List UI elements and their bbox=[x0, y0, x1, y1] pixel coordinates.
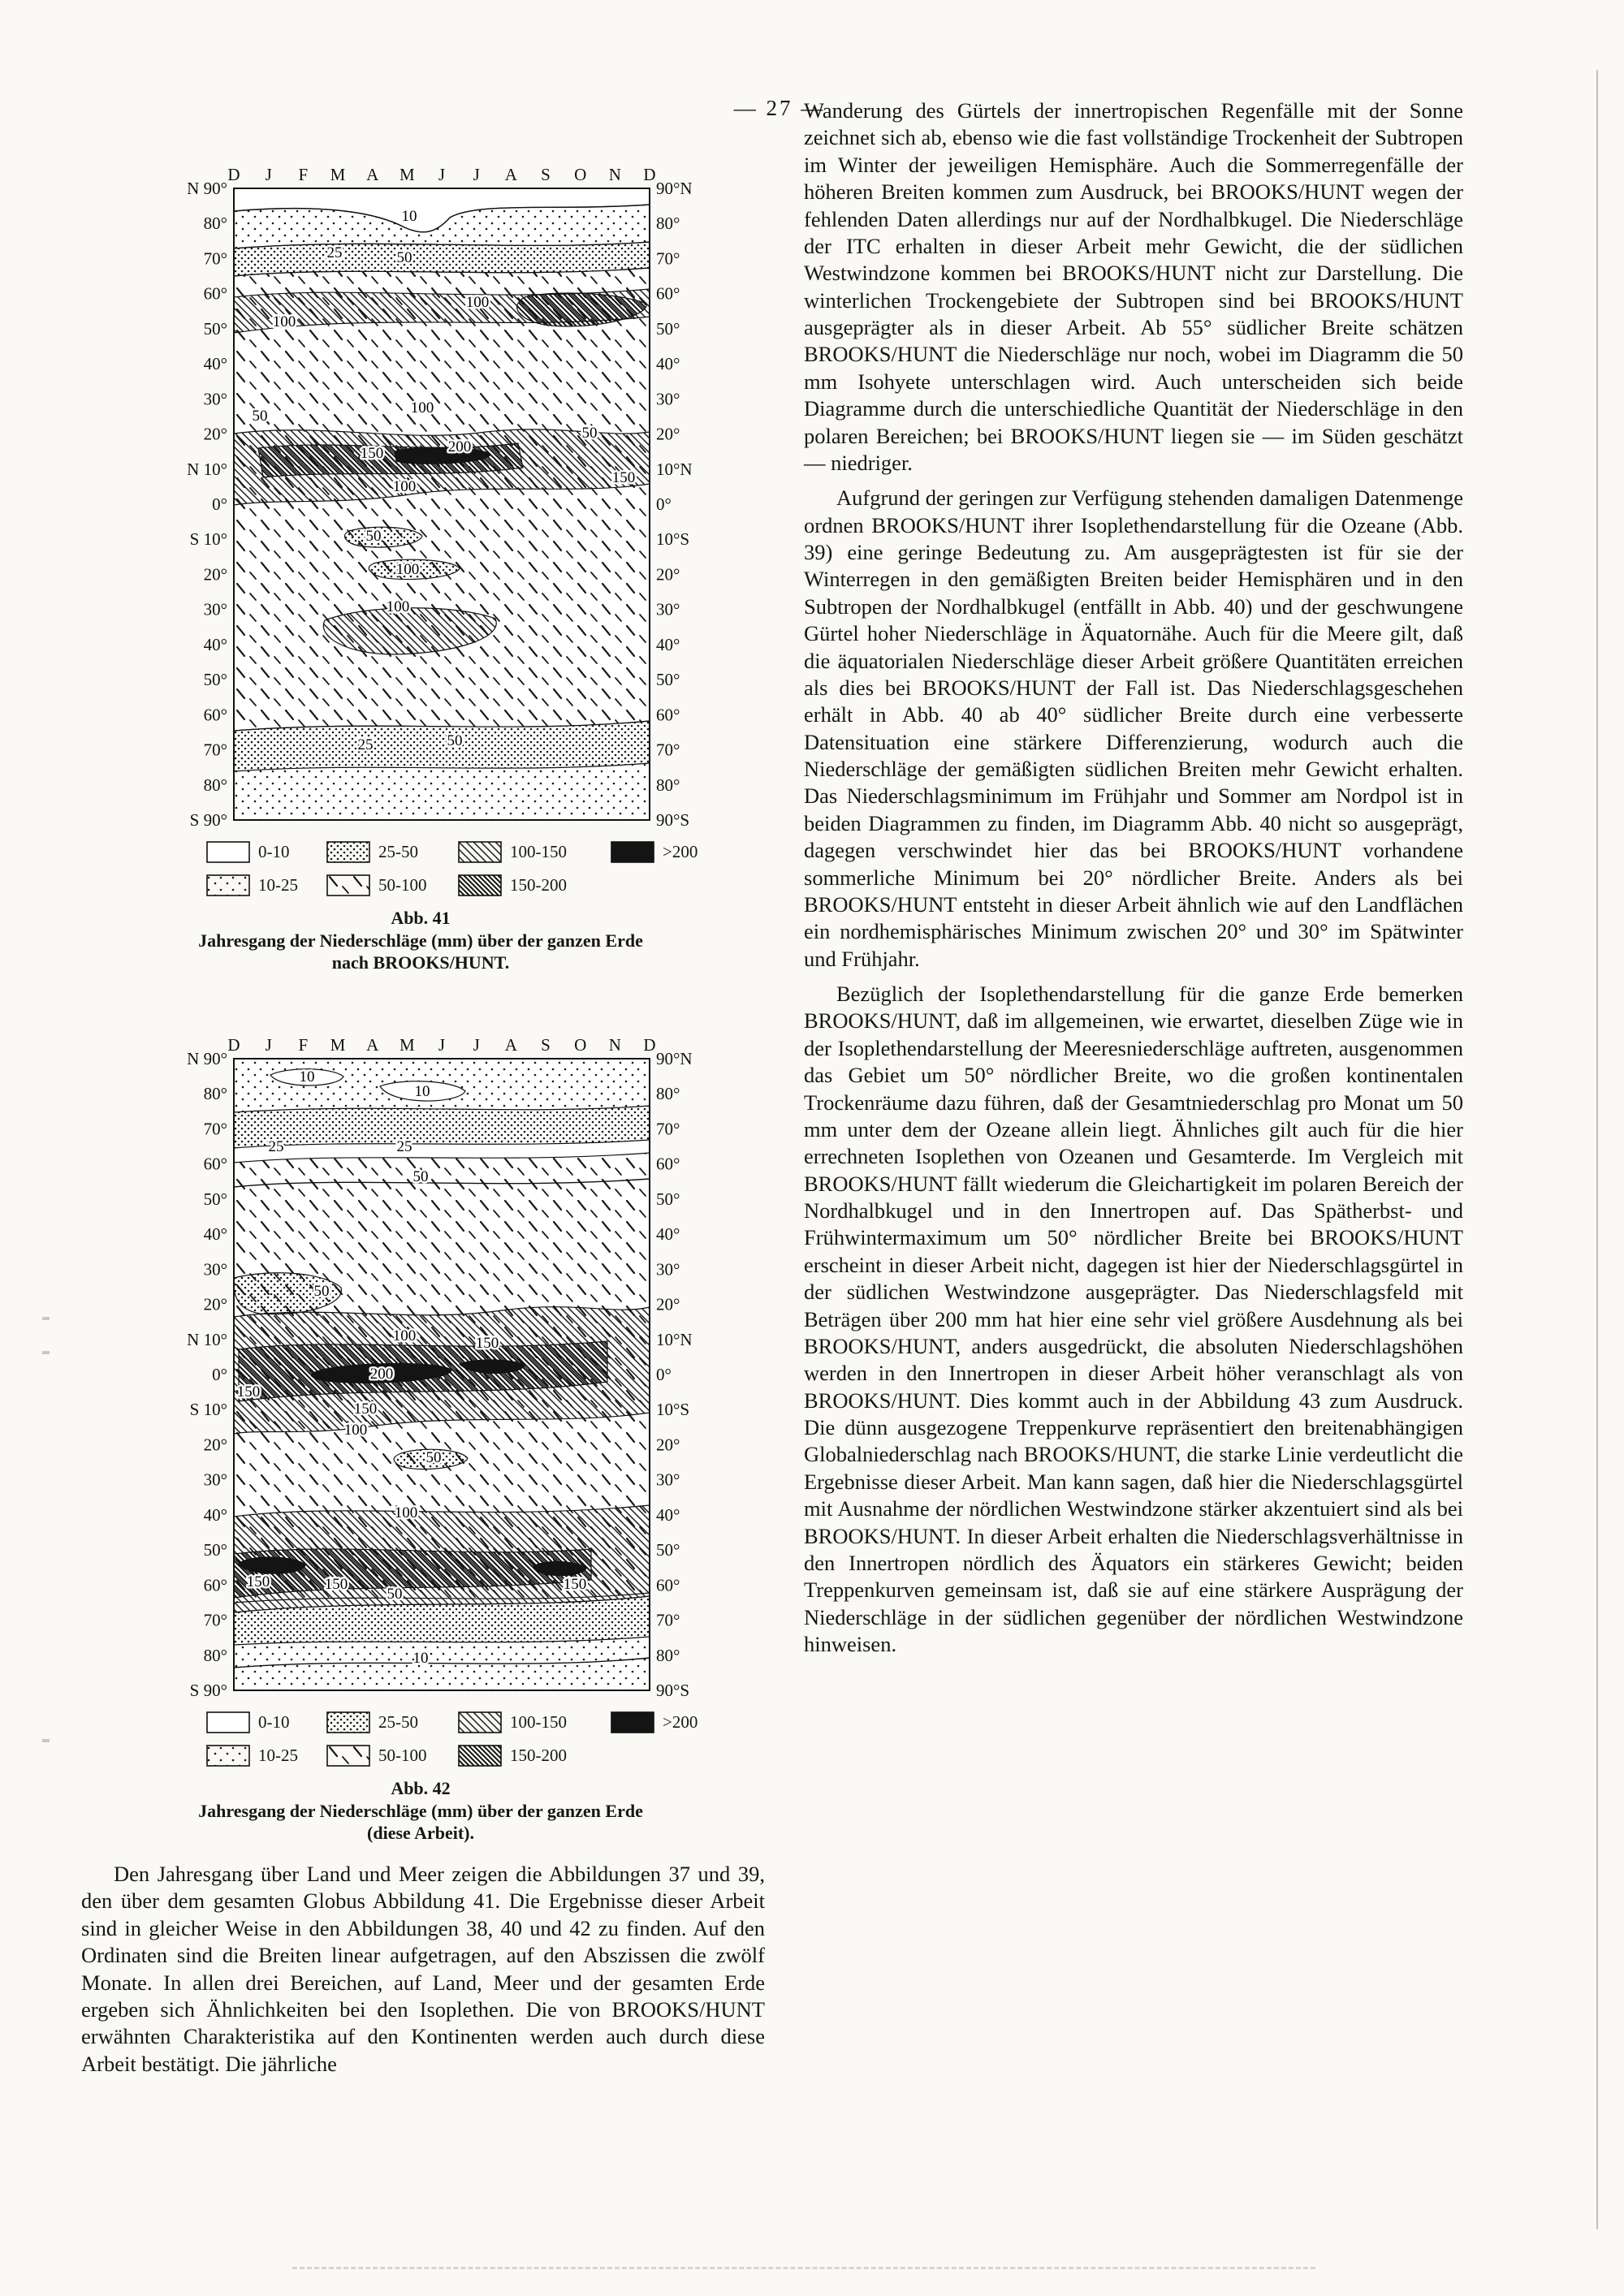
month-label: M bbox=[330, 165, 346, 184]
month-label: O bbox=[574, 1035, 587, 1055]
legend-swatch-gt200 bbox=[611, 1711, 654, 1733]
legend-item bbox=[458, 1711, 611, 1733]
legend-item bbox=[611, 1711, 700, 1733]
lat-label-right: 50° bbox=[656, 1189, 680, 1209]
fig1-caption-text: Jahresgang der Niederschläge (mm) über der ganzen Erde bbox=[198, 930, 643, 952]
month-label: M bbox=[399, 1035, 415, 1055]
paragraph: Aufgrund der geringen zur Verfügung stehenden damaligen Datenmenge ordnen BROOKS/HUNT ihrer Isoplethendarstellung für die Ozeane (Abb. 39) eine geringe Bedeutung zu. Am ausgeprägtesten ist für sie der Winterregen in den gemäßigten Breiten beider Hemisphären und in den Subtropen der Nordhalbkugel (entfällt in Abb. 40) und der geschwungene Gürtel hoher Niederschläge in Äquatornähe. Auch für die Meere gilt, daß die äquatorialen Niederschläge dieser Arbeit größere Quantitäten erreichen als dies bei BROOKS/HUNT der Fall ist. Das Niederschlagsgeschehen erhält in Abb. 40 ab 40° südlicher Breite durch eine verbesserte Datensituation eine stärkere Differenzierung, wodurch auch die Niederschläge der gemäßigten südlichen Breiten mehr Gewicht erhalten. Das Niederschlagsminimum im Frühjahr und Sommer am Nordpol ist in beiden Diagrammen zu finden, im Diagramm Abb. 40 nicht so ausgeprägt, dagegen verschwindet hier das bei BROOKS/HUNT vorhandene sommerliche Minimum bei 20° nördlicher Breite. Anders als bei BROOKS/HUNT entsteht in dieser Arbeit ähnlich wie auf den Landflächen ein nordhemisphärisches Minimum zwischen 20° und 30° im Spätwinter und Frühjahr. bbox=[804, 486, 1463, 971]
legend-item bbox=[206, 1711, 326, 1733]
lat-label-right: 70° bbox=[656, 1119, 680, 1139]
lat-label-left: S 10° bbox=[189, 1400, 227, 1420]
legend-label: >200 bbox=[663, 842, 698, 861]
lat-label-left: 0° bbox=[212, 494, 227, 514]
lat-label-left: N 90° bbox=[187, 179, 227, 198]
contour-label: 25 bbox=[357, 736, 374, 753]
lat-label-left: 20° bbox=[203, 1294, 227, 1314]
lat-label-right: 60° bbox=[656, 283, 680, 304]
month-label: J bbox=[265, 1035, 272, 1055]
month-label: D bbox=[227, 1035, 240, 1055]
month-label: N bbox=[608, 1035, 621, 1055]
lat-label-right: 10°N bbox=[656, 1329, 693, 1349]
month-label: M bbox=[330, 1035, 346, 1055]
fig2-legend bbox=[206, 1711, 705, 1767]
legend-item bbox=[458, 874, 611, 896]
contour-label: 150 bbox=[611, 469, 636, 486]
lat-label-right: 50° bbox=[656, 1540, 680, 1560]
lat-label-left: 70° bbox=[203, 248, 227, 269]
figure-abb-42 bbox=[136, 1029, 705, 1844]
lat-label-right: 80° bbox=[656, 775, 680, 795]
fig1-legend bbox=[206, 841, 705, 896]
lat-label-right: 80° bbox=[656, 1084, 680, 1104]
contour-label: 150 bbox=[563, 1576, 587, 1593]
legend-item bbox=[458, 841, 611, 863]
legend-label: >200 bbox=[663, 1712, 698, 1732]
contour-label: 50 bbox=[396, 249, 412, 266]
lat-label-right: 90°N bbox=[656, 179, 693, 198]
fig2-isopleth-chart bbox=[136, 1029, 705, 1703]
scan-edge-line bbox=[1596, 70, 1598, 2229]
lat-label-left: S 10° bbox=[189, 529, 227, 550]
contour-label: 150 bbox=[246, 1573, 270, 1590]
month-label: J bbox=[473, 1035, 480, 1055]
contour-label: 25 bbox=[326, 244, 343, 261]
lat-label-right: 30° bbox=[656, 1470, 680, 1490]
fig2-caption-number: Abb. 42 bbox=[391, 1778, 451, 1798]
legend-item bbox=[458, 1745, 611, 1767]
month-label: A bbox=[504, 1035, 517, 1055]
month-label: J bbox=[438, 1035, 446, 1055]
legend-item bbox=[206, 1745, 326, 1767]
contour-label: 10 bbox=[401, 208, 417, 225]
contour-label: 200 bbox=[369, 1366, 394, 1383]
lat-label-left: 60° bbox=[203, 1154, 227, 1174]
legend-label: 25-50 bbox=[378, 842, 418, 861]
contour-label: 100 bbox=[392, 1327, 417, 1344]
lat-label-right: 20° bbox=[656, 564, 680, 585]
month-label: F bbox=[298, 165, 309, 184]
lat-label-right: 80° bbox=[656, 214, 680, 234]
month-label: A bbox=[504, 165, 517, 184]
contour-label: 50 bbox=[313, 1283, 330, 1300]
lat-label-left: 0° bbox=[212, 1365, 227, 1384]
lat-label-left: 60° bbox=[203, 283, 227, 304]
legend-swatch-50-100 bbox=[326, 874, 370, 896]
lat-label-left: S 90° bbox=[189, 810, 227, 830]
lat-label-right: 40° bbox=[656, 634, 680, 654]
month-label: J bbox=[473, 165, 480, 184]
legend-item bbox=[206, 874, 326, 896]
contour-label: 100 bbox=[465, 294, 490, 311]
lat-label-left: 70° bbox=[203, 740, 227, 760]
contour-label: 50 bbox=[581, 425, 598, 442]
lat-label-left: 40° bbox=[203, 1504, 227, 1525]
lat-label-right: 90°S bbox=[656, 1681, 690, 1700]
lat-label-right: 20° bbox=[656, 1435, 680, 1455]
lat-label-right: 70° bbox=[656, 740, 680, 760]
month-label: O bbox=[574, 165, 587, 184]
lat-label-left: 70° bbox=[203, 1119, 227, 1139]
legend-swatch-0-10 bbox=[206, 1711, 250, 1733]
lat-label-left: N 10° bbox=[187, 1329, 227, 1349]
lat-label-right: 0° bbox=[656, 1365, 672, 1384]
contour-label: 150 bbox=[236, 1383, 261, 1400]
contour-label: 50 bbox=[447, 732, 463, 749]
legend-label: 0-10 bbox=[258, 1712, 290, 1732]
contour-label: 50 bbox=[365, 528, 382, 545]
month-label: J bbox=[265, 165, 272, 184]
legend-label: 150-200 bbox=[510, 875, 567, 895]
contour-label: 100 bbox=[343, 1422, 368, 1439]
lat-label-right: 70° bbox=[656, 1610, 680, 1630]
lat-label-left: 80° bbox=[203, 214, 227, 234]
lat-label-right: 40° bbox=[656, 1224, 680, 1245]
contour-label: 100 bbox=[386, 598, 410, 615]
contour-label: 10 bbox=[412, 1650, 429, 1667]
scan-bottom-line bbox=[292, 2267, 1315, 2269]
contour-label: 150 bbox=[353, 1400, 378, 1418]
lat-label-left: 80° bbox=[203, 1645, 227, 1665]
lat-label-left: 70° bbox=[203, 1610, 227, 1630]
legend-label: 0-10 bbox=[258, 842, 290, 861]
lat-label-left: 30° bbox=[203, 389, 227, 409]
legend-label: 100-150 bbox=[510, 842, 567, 861]
legend-swatch-25-50 bbox=[326, 1711, 370, 1733]
fig1-regions bbox=[234, 205, 650, 820]
legend-label: 10-25 bbox=[258, 1746, 298, 1765]
scan-margin-mark bbox=[42, 1351, 50, 1354]
contour-label: 200 bbox=[447, 438, 472, 455]
contour-label: 50 bbox=[412, 1168, 429, 1185]
fig1-caption-number: Abb. 41 bbox=[391, 908, 451, 928]
lat-label-right: 60° bbox=[656, 705, 680, 725]
contour-label: 150 bbox=[360, 445, 384, 462]
fig2-caption-text: Jahresgang der Niederschläge (mm) über der ganzen Erde bbox=[198, 1801, 643, 1822]
lat-label-left: 50° bbox=[203, 1189, 227, 1209]
month-label: A bbox=[366, 165, 379, 184]
contour-label: 100 bbox=[410, 399, 434, 416]
legend-item bbox=[326, 874, 458, 896]
lat-label-left: 30° bbox=[203, 599, 227, 619]
legend-swatch-10-25 bbox=[206, 874, 250, 896]
paragraph: Bezüglich der Isoplethendarstellung für die ganze Erde bemerken BROOKS/HUNT, daß im allgemeinen, wie erwartet, dieselben Züge wie in der Isoplethendarstellung der Meeresniederschläge auftreten, ausgenommen das Gebiet um 50° nördlicher Breite, wo die großen kontinentalen Trockenräume dazu führen, daß der Gesamtniederschlag pro Monat um 50 mm unter dem der Ozeane allein liegt. Ähnliches gilt auch für die hier errechneten Isoplethen von Ozeanen und Gesamterde. Im Vergleich mit BROOKS/HUNT fällt wiederum die Gleichartigkeit im polaren Bereich der Nordhalbkugel und in den Innertropen auf. Das Spätherbst- und Frühwintermaximum um 50° nördlicher Breite bei BROOKS/HUNT erscheint in dieser Arbeit nicht, dagegen ist hier der Niederschlagsgürtel in der südlichen Westwindzone ausgeprägter. Das Niederschlagsfeld mit Beträgen über 200 mm hat hier eine sehr viel größere Ausdehnung als bei BROOKS/HUNT, anders ausgedrückt, die absoluten Niederschlagshöhen werden in den Innertropen in dieser Arbeit höher veranschlagt als von BROOKS/HUNT. Dies kommt auch in der Abbildung 43 zum Ausdruck. Die dünn ausgezogene Treppenkurve repräsentiert den breitenabhängigen Globalniederschlag nach BROOKS/HUNT, die starke Linie verdeutlicht die Ergebnisse dieser Arbeit. Man kann sagen, daß hier die Niederschlagsgürtel mit Ausnahme der nördlichen Westwindzone stärker akzentuiert sind als bei BROOKS/HUNT. In dieser Arbeit erhalten die Niederschlagsverhältnisse in den Innertropen nördlich des Äquators ein stärkeres Gewicht; beiden Treppenkurven gemeinsam ist, daß sie auf eine stärkere Ausprägung der Niederschläge in der südlichen gegenüber der nördlichen Westwindzone hinweisen. bbox=[804, 982, 1463, 1656]
legend-label: 25-50 bbox=[378, 1712, 418, 1732]
contour-label: 100 bbox=[395, 561, 420, 578]
lat-label-left: 60° bbox=[203, 705, 227, 725]
lat-label-left: 80° bbox=[203, 775, 227, 795]
figure-abb-41 bbox=[136, 159, 705, 973]
lat-label-right: 40° bbox=[656, 1504, 680, 1525]
month-label: D bbox=[227, 165, 240, 184]
legend-item bbox=[326, 1745, 458, 1767]
contour-label: 25 bbox=[396, 1138, 412, 1155]
month-label: F bbox=[298, 1035, 309, 1055]
legend-label: 150-200 bbox=[510, 1746, 567, 1765]
lat-label-left: 50° bbox=[203, 1540, 227, 1560]
legend-swatch-gt200 bbox=[611, 841, 654, 863]
scan-margin-mark bbox=[42, 1317, 50, 1320]
lat-label-right: 30° bbox=[656, 599, 680, 619]
legend-label: 50-100 bbox=[378, 1746, 427, 1765]
legend-swatch-150-200 bbox=[458, 1745, 502, 1767]
contour-label: 10 bbox=[414, 1083, 430, 1100]
contour-label: 100 bbox=[394, 1504, 418, 1521]
contour-label: 100 bbox=[392, 478, 417, 495]
month-label: A bbox=[366, 1035, 379, 1055]
lat-label-right: 90°S bbox=[656, 810, 690, 830]
right-column bbox=[804, 97, 1463, 1666]
lat-label-right: 90°N bbox=[656, 1049, 693, 1068]
lat-label-right: 40° bbox=[656, 354, 680, 374]
lat-label-right: 10°S bbox=[656, 1400, 690, 1420]
page-number: — 27 — bbox=[733, 96, 826, 120]
lat-label-right: 20° bbox=[656, 424, 680, 444]
month-label: D bbox=[643, 1035, 656, 1055]
legend-label: 100-150 bbox=[510, 1712, 567, 1732]
lat-label-left: 20° bbox=[203, 564, 227, 585]
lat-label-right: 30° bbox=[656, 389, 680, 409]
lat-label-right: 50° bbox=[656, 318, 680, 339]
lat-label-left: 40° bbox=[203, 354, 227, 374]
month-label: D bbox=[643, 165, 656, 184]
lat-label-right: 10°N bbox=[656, 459, 693, 479]
lat-label-left: 50° bbox=[203, 670, 227, 690]
lat-label-left: 30° bbox=[203, 1470, 227, 1490]
scan-margin-mark bbox=[42, 1739, 50, 1742]
fig1-isopleth-chart bbox=[136, 159, 705, 833]
fig1-caption bbox=[136, 908, 705, 973]
lat-label-right: 0° bbox=[656, 494, 672, 514]
lat-label-left: 40° bbox=[203, 1224, 227, 1245]
lat-label-right: 60° bbox=[656, 1154, 680, 1174]
legend-item bbox=[326, 1711, 458, 1733]
lat-label-right: 20° bbox=[656, 1294, 680, 1314]
paragraph: Wanderung des Gürtels der innertropischen Regenfälle mit der Sonne zeichnet sich ab, ebenso wie die fast vollständige Trockenheit der Subtropen im Winter der jeweiligen Hemisphäre. Auch die Sommerregenfälle der höheren Breiten kommen zum Ausdruck, bei BROOKS/HUNT wegen der fehlenden Daten allerdings nur auf der Nordhalbkugel. Die Niederschläge der ITC erhalten in dieser Arbeit mehr Gewicht, die der südlichen Westwindzone kommen bei BROOKS/HUNT nicht zur Darstellung. Die winterlichen Trockengebiete der Subtropen sind bei BROOKS/HUNT ausgeprägter als in dieser Arbeit. Ab 55° südlicher Breite schätzen BROOKS/HUNT die Niederschläge nur noch, wobei im Diagramm die 50 mm Isohyete unterschlagen wird. Auch unterscheiden sich beide Diagramme durch die unterschiedliche Quantität der Niederschläge in den polaren Bereichen; bei BROOKS/HUNT liegen sie — im Süden geschätzt — niedriger. bbox=[804, 98, 1463, 475]
lat-label-right: 60° bbox=[656, 1575, 680, 1595]
contour-label: 150 bbox=[324, 1576, 348, 1593]
lat-label-right: 10°S bbox=[656, 529, 690, 550]
lat-label-left: N 10° bbox=[187, 459, 227, 479]
contour-label: 50 bbox=[387, 1586, 403, 1603]
lat-label-left: 30° bbox=[203, 1259, 227, 1280]
lat-label-left: 40° bbox=[203, 634, 227, 654]
lat-label-left: 80° bbox=[203, 1084, 227, 1104]
contour-label: 150 bbox=[475, 1335, 499, 1352]
legend-swatch-50-100 bbox=[326, 1745, 370, 1767]
contour-label: 50 bbox=[252, 408, 268, 425]
lat-label-right: 80° bbox=[656, 1645, 680, 1665]
contour-label: 100 bbox=[272, 313, 296, 330]
legend-swatch-100-150 bbox=[458, 1711, 502, 1733]
lat-label-left: 20° bbox=[203, 1435, 227, 1455]
left-paragraph: Den Jahresgang über Land und Meer zeigen die Abbildungen 37 und 39, den über dem gesamten Globus Abbildung 41. Die Ergebnisse dieser Arbeit sind in gleicher Weise in den Abbildungen 38, 40 und 42 zu finden. Auf den Ordinaten sind die Breiten linear aufgetragen, auf den Abszissen die zwölf Monate. In allen drei Bereichen, auf Land, Meer und der gesamten Erde ergeben sich Ähnlichkeiten bei den Isoplethen. Die von BROOKS/HUNT erwähnten Charakteristika auf den Kontinenten werden auch durch diese Arbeit bestätigt. Die jährliche bbox=[81, 1862, 765, 2076]
month-label: N bbox=[608, 165, 621, 184]
month-label: M bbox=[399, 165, 415, 184]
lat-label-left: 50° bbox=[203, 318, 227, 339]
fig2-caption bbox=[136, 1778, 705, 1844]
contour-label: 10 bbox=[299, 1068, 315, 1085]
month-label: J bbox=[438, 165, 446, 184]
legend-label: 50-100 bbox=[378, 875, 427, 895]
lat-label-left: 20° bbox=[203, 424, 227, 444]
fig1-caption-source: nach BROOKS/HUNT. bbox=[331, 952, 510, 973]
lat-label-left: 60° bbox=[203, 1575, 227, 1595]
legend-item bbox=[611, 841, 700, 863]
contour-label: 50 bbox=[425, 1449, 442, 1466]
contour-label: 25 bbox=[268, 1138, 284, 1155]
legend-swatch-100-150 bbox=[458, 841, 502, 863]
fig2-caption-source: (diese Arbeit). bbox=[367, 1822, 474, 1843]
legend-swatch-10-25 bbox=[206, 1745, 250, 1767]
month-label: S bbox=[541, 165, 551, 184]
legend-label: 10-25 bbox=[258, 875, 298, 895]
legend-swatch-0-10 bbox=[206, 841, 250, 863]
month-label: S bbox=[541, 1035, 551, 1055]
lat-label-left: N 90° bbox=[187, 1049, 227, 1068]
legend-item bbox=[206, 841, 326, 863]
legend-item bbox=[326, 841, 458, 863]
legend-swatch-150-200 bbox=[458, 874, 502, 896]
lat-label-left: S 90° bbox=[189, 1681, 227, 1700]
legend-swatch-25-50 bbox=[326, 841, 370, 863]
lat-label-right: 30° bbox=[656, 1259, 680, 1280]
lat-label-right: 50° bbox=[656, 670, 680, 690]
lat-label-right: 70° bbox=[656, 248, 680, 269]
